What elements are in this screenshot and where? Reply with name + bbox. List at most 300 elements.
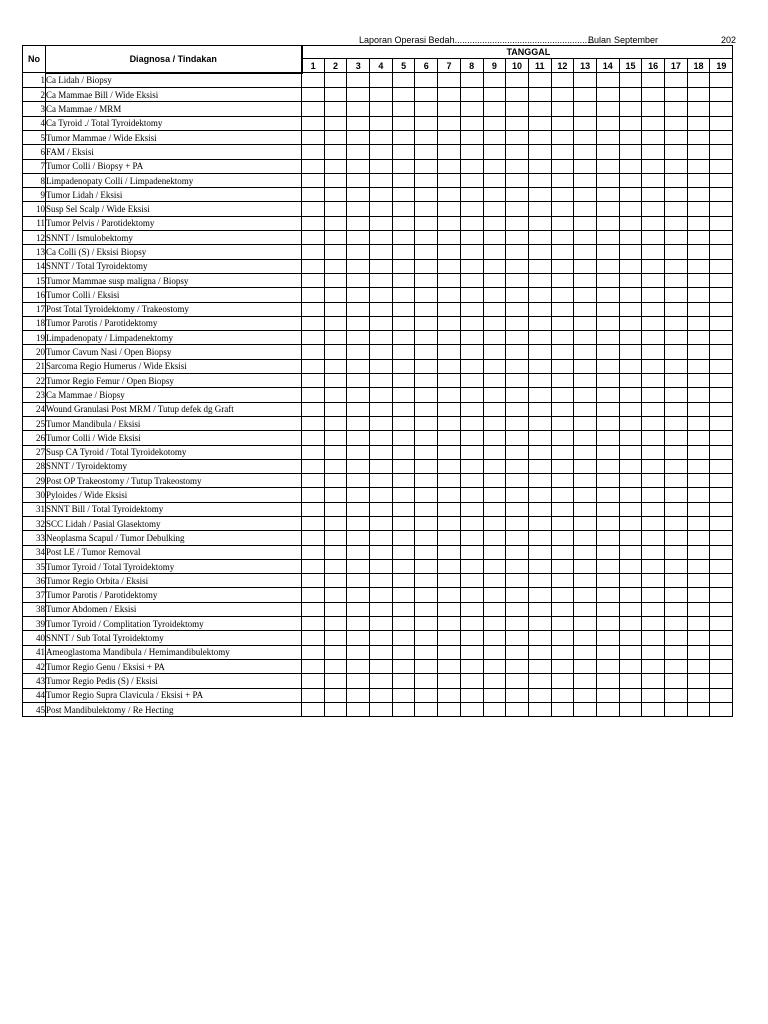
day-cell[interactable] bbox=[438, 73, 461, 88]
day-cell[interactable] bbox=[687, 545, 710, 559]
day-cell[interactable] bbox=[710, 159, 733, 173]
day-cell[interactable] bbox=[324, 188, 347, 202]
day-cell[interactable] bbox=[392, 259, 415, 273]
day-cell[interactable] bbox=[347, 431, 370, 445]
day-cell[interactable] bbox=[596, 116, 619, 130]
day-cell[interactable] bbox=[370, 645, 393, 659]
day-cell[interactable] bbox=[438, 402, 461, 416]
day-cell[interactable] bbox=[642, 302, 665, 316]
day-cell[interactable] bbox=[370, 659, 393, 673]
day-cell[interactable] bbox=[528, 259, 551, 273]
day-cell[interactable] bbox=[415, 130, 438, 144]
day-cell[interactable] bbox=[710, 559, 733, 573]
day-cell[interactable] bbox=[370, 617, 393, 631]
day-cell[interactable] bbox=[347, 102, 370, 116]
day-cell[interactable] bbox=[506, 617, 529, 631]
day-cell[interactable] bbox=[506, 102, 529, 116]
day-cell[interactable] bbox=[415, 245, 438, 259]
day-cell[interactable] bbox=[687, 331, 710, 345]
day-cell[interactable] bbox=[551, 102, 574, 116]
day-cell[interactable] bbox=[596, 674, 619, 688]
day-cell[interactable] bbox=[619, 488, 642, 502]
day-cell[interactable] bbox=[619, 73, 642, 88]
day-cell[interactable] bbox=[302, 145, 325, 159]
day-cell[interactable] bbox=[687, 188, 710, 202]
day-cell[interactable] bbox=[370, 159, 393, 173]
day-cell[interactable] bbox=[665, 130, 688, 144]
day-cell[interactable] bbox=[370, 674, 393, 688]
day-cell[interactable] bbox=[551, 402, 574, 416]
day-cell[interactable] bbox=[370, 531, 393, 545]
day-cell[interactable] bbox=[665, 316, 688, 330]
day-cell[interactable] bbox=[642, 316, 665, 330]
day-cell[interactable] bbox=[438, 502, 461, 516]
day-cell[interactable] bbox=[324, 688, 347, 702]
day-cell[interactable] bbox=[347, 88, 370, 102]
day-cell[interactable] bbox=[687, 474, 710, 488]
day-cell[interactable] bbox=[687, 345, 710, 359]
day-cell[interactable] bbox=[619, 374, 642, 388]
day-cell[interactable] bbox=[665, 374, 688, 388]
day-cell[interactable] bbox=[551, 688, 574, 702]
day-cell[interactable] bbox=[596, 474, 619, 488]
day-cell[interactable] bbox=[574, 273, 597, 287]
day-cell[interactable] bbox=[551, 273, 574, 287]
day-cell[interactable] bbox=[415, 545, 438, 559]
day-cell[interactable] bbox=[460, 116, 483, 130]
day-cell[interactable] bbox=[347, 559, 370, 573]
day-cell[interactable] bbox=[438, 202, 461, 216]
day-cell[interactable] bbox=[438, 517, 461, 531]
day-cell[interactable] bbox=[574, 231, 597, 245]
day-cell[interactable] bbox=[370, 559, 393, 573]
day-cell[interactable] bbox=[665, 445, 688, 459]
day-cell[interactable] bbox=[710, 431, 733, 445]
day-cell[interactable] bbox=[415, 359, 438, 373]
day-cell[interactable] bbox=[506, 602, 529, 616]
day-cell[interactable] bbox=[551, 202, 574, 216]
day-cell[interactable] bbox=[687, 602, 710, 616]
day-cell[interactable] bbox=[438, 431, 461, 445]
day-cell[interactable] bbox=[574, 502, 597, 516]
day-cell[interactable] bbox=[347, 116, 370, 130]
day-cell[interactable] bbox=[596, 216, 619, 230]
day-cell[interactable] bbox=[460, 231, 483, 245]
day-cell[interactable] bbox=[710, 474, 733, 488]
day-cell[interactable] bbox=[324, 488, 347, 502]
day-cell[interactable] bbox=[392, 316, 415, 330]
day-cell[interactable] bbox=[302, 345, 325, 359]
day-cell[interactable] bbox=[438, 359, 461, 373]
day-cell[interactable] bbox=[528, 531, 551, 545]
day-cell[interactable] bbox=[551, 617, 574, 631]
day-cell[interactable] bbox=[483, 645, 506, 659]
day-cell[interactable] bbox=[415, 102, 438, 116]
day-cell[interactable] bbox=[347, 331, 370, 345]
day-cell[interactable] bbox=[665, 688, 688, 702]
day-cell[interactable] bbox=[596, 316, 619, 330]
day-cell[interactable] bbox=[483, 145, 506, 159]
day-cell[interactable] bbox=[347, 545, 370, 559]
day-cell[interactable] bbox=[302, 445, 325, 459]
day-cell[interactable] bbox=[528, 130, 551, 144]
day-cell[interactable] bbox=[687, 273, 710, 287]
day-cell[interactable] bbox=[302, 302, 325, 316]
day-cell[interactable] bbox=[370, 431, 393, 445]
day-cell[interactable] bbox=[302, 617, 325, 631]
day-cell[interactable] bbox=[687, 259, 710, 273]
day-cell[interactable] bbox=[665, 302, 688, 316]
day-cell[interactable] bbox=[506, 545, 529, 559]
day-cell[interactable] bbox=[415, 288, 438, 302]
day-cell[interactable] bbox=[302, 688, 325, 702]
day-cell[interactable] bbox=[506, 388, 529, 402]
day-cell[interactable] bbox=[438, 216, 461, 230]
day-cell[interactable] bbox=[392, 245, 415, 259]
day-cell[interactable] bbox=[619, 474, 642, 488]
day-cell[interactable] bbox=[370, 259, 393, 273]
day-cell[interactable] bbox=[302, 645, 325, 659]
day-cell[interactable] bbox=[551, 545, 574, 559]
day-cell[interactable] bbox=[460, 688, 483, 702]
day-cell[interactable] bbox=[596, 445, 619, 459]
day-cell[interactable] bbox=[415, 331, 438, 345]
day-cell[interactable] bbox=[370, 388, 393, 402]
day-cell[interactable] bbox=[710, 416, 733, 430]
day-cell[interactable] bbox=[710, 645, 733, 659]
day-cell[interactable] bbox=[687, 459, 710, 473]
day-cell[interactable] bbox=[370, 288, 393, 302]
day-cell[interactable] bbox=[574, 474, 597, 488]
day-cell[interactable] bbox=[415, 459, 438, 473]
day-cell[interactable] bbox=[506, 245, 529, 259]
day-cell[interactable] bbox=[460, 202, 483, 216]
day-cell[interactable] bbox=[302, 316, 325, 330]
day-cell[interactable] bbox=[551, 288, 574, 302]
day-cell[interactable] bbox=[687, 531, 710, 545]
day-cell[interactable] bbox=[642, 674, 665, 688]
day-cell[interactable] bbox=[370, 302, 393, 316]
day-cell[interactable] bbox=[551, 88, 574, 102]
day-cell[interactable] bbox=[415, 402, 438, 416]
day-cell[interactable] bbox=[460, 431, 483, 445]
day-cell[interactable] bbox=[460, 345, 483, 359]
day-cell[interactable] bbox=[392, 202, 415, 216]
day-cell[interactable] bbox=[528, 159, 551, 173]
day-cell[interactable] bbox=[415, 445, 438, 459]
day-cell[interactable] bbox=[710, 288, 733, 302]
day-cell[interactable] bbox=[687, 302, 710, 316]
day-cell[interactable] bbox=[460, 374, 483, 388]
day-cell[interactable] bbox=[324, 202, 347, 216]
day-cell[interactable] bbox=[710, 331, 733, 345]
day-cell[interactable] bbox=[347, 517, 370, 531]
day-cell[interactable] bbox=[574, 445, 597, 459]
day-cell[interactable] bbox=[710, 688, 733, 702]
day-cell[interactable] bbox=[642, 173, 665, 187]
day-cell[interactable] bbox=[460, 102, 483, 116]
day-cell[interactable] bbox=[528, 316, 551, 330]
day-cell[interactable] bbox=[574, 574, 597, 588]
day-cell[interactable] bbox=[619, 545, 642, 559]
day-cell[interactable] bbox=[551, 474, 574, 488]
day-cell[interactable] bbox=[506, 130, 529, 144]
day-cell[interactable] bbox=[415, 173, 438, 187]
day-cell[interactable] bbox=[551, 359, 574, 373]
day-cell[interactable] bbox=[642, 388, 665, 402]
day-cell[interactable] bbox=[460, 88, 483, 102]
day-cell[interactable] bbox=[665, 631, 688, 645]
day-cell[interactable] bbox=[392, 374, 415, 388]
day-cell[interactable] bbox=[665, 245, 688, 259]
day-cell[interactable] bbox=[710, 488, 733, 502]
day-cell[interactable] bbox=[710, 145, 733, 159]
day-cell[interactable] bbox=[596, 416, 619, 430]
day-cell[interactable] bbox=[574, 545, 597, 559]
day-cell[interactable] bbox=[596, 102, 619, 116]
day-cell[interactable] bbox=[710, 273, 733, 287]
day-cell[interactable] bbox=[710, 388, 733, 402]
day-cell[interactable] bbox=[665, 416, 688, 430]
day-cell[interactable] bbox=[392, 130, 415, 144]
day-cell[interactable] bbox=[665, 259, 688, 273]
day-cell[interactable] bbox=[619, 459, 642, 473]
day-cell[interactable] bbox=[596, 574, 619, 588]
day-cell[interactable] bbox=[392, 559, 415, 573]
day-cell[interactable] bbox=[392, 273, 415, 287]
day-cell[interactable] bbox=[506, 88, 529, 102]
day-cell[interactable] bbox=[551, 159, 574, 173]
day-cell[interactable] bbox=[415, 588, 438, 602]
day-cell[interactable] bbox=[347, 531, 370, 545]
day-cell[interactable] bbox=[619, 674, 642, 688]
day-cell[interactable] bbox=[347, 688, 370, 702]
day-cell[interactable] bbox=[574, 331, 597, 345]
day-cell[interactable] bbox=[324, 159, 347, 173]
day-cell[interactable] bbox=[710, 302, 733, 316]
day-cell[interactable] bbox=[302, 116, 325, 130]
day-cell[interactable] bbox=[619, 559, 642, 573]
day-cell[interactable] bbox=[551, 459, 574, 473]
day-cell[interactable] bbox=[460, 216, 483, 230]
day-cell[interactable] bbox=[392, 116, 415, 130]
day-cell[interactable] bbox=[619, 445, 642, 459]
day-cell[interactable] bbox=[687, 674, 710, 688]
day-cell[interactable] bbox=[370, 216, 393, 230]
day-cell[interactable] bbox=[710, 88, 733, 102]
day-cell[interactable] bbox=[324, 130, 347, 144]
day-cell[interactable] bbox=[551, 574, 574, 588]
day-cell[interactable] bbox=[438, 659, 461, 673]
day-cell[interactable] bbox=[665, 173, 688, 187]
day-cell[interactable] bbox=[619, 631, 642, 645]
day-cell[interactable] bbox=[302, 73, 325, 88]
day-cell[interactable] bbox=[619, 331, 642, 345]
day-cell[interactable] bbox=[460, 359, 483, 373]
day-cell[interactable] bbox=[665, 474, 688, 488]
day-cell[interactable] bbox=[506, 474, 529, 488]
day-cell[interactable] bbox=[665, 145, 688, 159]
day-cell[interactable] bbox=[460, 645, 483, 659]
day-cell[interactable] bbox=[551, 559, 574, 573]
day-cell[interactable] bbox=[438, 559, 461, 573]
day-cell[interactable] bbox=[619, 231, 642, 245]
day-cell[interactable] bbox=[528, 73, 551, 88]
day-cell[interactable] bbox=[302, 173, 325, 187]
day-cell[interactable] bbox=[710, 517, 733, 531]
day-cell[interactable] bbox=[392, 602, 415, 616]
day-cell[interactable] bbox=[438, 316, 461, 330]
day-cell[interactable] bbox=[483, 659, 506, 673]
day-cell[interactable] bbox=[665, 559, 688, 573]
day-cell[interactable] bbox=[574, 88, 597, 102]
day-cell[interactable] bbox=[324, 474, 347, 488]
day-cell[interactable] bbox=[687, 73, 710, 88]
day-cell[interactable] bbox=[438, 116, 461, 130]
day-cell[interactable] bbox=[483, 73, 506, 88]
day-cell[interactable] bbox=[324, 645, 347, 659]
day-cell[interactable] bbox=[302, 202, 325, 216]
day-cell[interactable] bbox=[483, 431, 506, 445]
day-cell[interactable] bbox=[619, 645, 642, 659]
day-cell[interactable] bbox=[324, 459, 347, 473]
day-cell[interactable] bbox=[392, 545, 415, 559]
day-cell[interactable] bbox=[642, 288, 665, 302]
day-cell[interactable] bbox=[302, 188, 325, 202]
day-cell[interactable] bbox=[665, 531, 688, 545]
day-cell[interactable] bbox=[460, 302, 483, 316]
day-cell[interactable] bbox=[392, 88, 415, 102]
day-cell[interactable] bbox=[665, 617, 688, 631]
day-cell[interactable] bbox=[665, 502, 688, 516]
day-cell[interactable] bbox=[506, 517, 529, 531]
day-cell[interactable] bbox=[415, 202, 438, 216]
day-cell[interactable] bbox=[574, 130, 597, 144]
day-cell[interactable] bbox=[528, 102, 551, 116]
day-cell[interactable] bbox=[574, 531, 597, 545]
day-cell[interactable] bbox=[302, 517, 325, 531]
day-cell[interactable] bbox=[392, 574, 415, 588]
day-cell[interactable] bbox=[370, 574, 393, 588]
day-cell[interactable] bbox=[687, 574, 710, 588]
day-cell[interactable] bbox=[665, 459, 688, 473]
day-cell[interactable] bbox=[687, 173, 710, 187]
day-cell[interactable] bbox=[642, 474, 665, 488]
day-cell[interactable] bbox=[574, 488, 597, 502]
day-cell[interactable] bbox=[392, 416, 415, 430]
day-cell[interactable] bbox=[642, 459, 665, 473]
day-cell[interactable] bbox=[596, 359, 619, 373]
day-cell[interactable] bbox=[347, 316, 370, 330]
day-cell[interactable] bbox=[506, 188, 529, 202]
day-cell[interactable] bbox=[506, 588, 529, 602]
day-cell[interactable] bbox=[596, 659, 619, 673]
day-cell[interactable] bbox=[642, 88, 665, 102]
day-cell[interactable] bbox=[574, 145, 597, 159]
day-cell[interactable] bbox=[619, 288, 642, 302]
day-cell[interactable] bbox=[438, 574, 461, 588]
day-cell[interactable] bbox=[596, 517, 619, 531]
day-cell[interactable] bbox=[687, 288, 710, 302]
day-cell[interactable] bbox=[665, 288, 688, 302]
day-cell[interactable] bbox=[438, 445, 461, 459]
day-cell[interactable] bbox=[642, 359, 665, 373]
day-cell[interactable] bbox=[642, 374, 665, 388]
day-cell[interactable] bbox=[528, 631, 551, 645]
day-cell[interactable] bbox=[302, 474, 325, 488]
day-cell[interactable] bbox=[483, 402, 506, 416]
day-cell[interactable] bbox=[324, 502, 347, 516]
day-cell[interactable] bbox=[302, 702, 325, 716]
day-cell[interactable] bbox=[642, 445, 665, 459]
day-cell[interactable] bbox=[460, 459, 483, 473]
day-cell[interactable] bbox=[324, 245, 347, 259]
day-cell[interactable] bbox=[324, 588, 347, 602]
day-cell[interactable] bbox=[438, 245, 461, 259]
day-cell[interactable] bbox=[302, 88, 325, 102]
day-cell[interactable] bbox=[687, 216, 710, 230]
day-cell[interactable] bbox=[574, 431, 597, 445]
day-cell[interactable] bbox=[687, 631, 710, 645]
day-cell[interactable] bbox=[574, 602, 597, 616]
day-cell[interactable] bbox=[642, 245, 665, 259]
day-cell[interactable] bbox=[642, 130, 665, 144]
day-cell[interactable] bbox=[415, 374, 438, 388]
day-cell[interactable] bbox=[483, 459, 506, 473]
day-cell[interactable] bbox=[370, 331, 393, 345]
day-cell[interactable] bbox=[528, 645, 551, 659]
day-cell[interactable] bbox=[302, 245, 325, 259]
day-cell[interactable] bbox=[370, 202, 393, 216]
day-cell[interactable] bbox=[392, 617, 415, 631]
day-cell[interactable] bbox=[347, 659, 370, 673]
day-cell[interactable] bbox=[710, 574, 733, 588]
day-cell[interactable] bbox=[665, 331, 688, 345]
day-cell[interactable] bbox=[324, 259, 347, 273]
day-cell[interactable] bbox=[642, 702, 665, 716]
day-cell[interactable] bbox=[596, 402, 619, 416]
day-cell[interactable] bbox=[438, 130, 461, 144]
day-cell[interactable] bbox=[392, 73, 415, 88]
day-cell[interactable] bbox=[324, 517, 347, 531]
day-cell[interactable] bbox=[710, 502, 733, 516]
day-cell[interactable] bbox=[483, 388, 506, 402]
day-cell[interactable] bbox=[460, 130, 483, 144]
day-cell[interactable] bbox=[710, 588, 733, 602]
day-cell[interactable] bbox=[710, 259, 733, 273]
day-cell[interactable] bbox=[506, 574, 529, 588]
day-cell[interactable] bbox=[551, 659, 574, 673]
day-cell[interactable] bbox=[642, 517, 665, 531]
day-cell[interactable] bbox=[574, 517, 597, 531]
day-cell[interactable] bbox=[347, 588, 370, 602]
day-cell[interactable] bbox=[438, 288, 461, 302]
day-cell[interactable] bbox=[370, 459, 393, 473]
day-cell[interactable] bbox=[642, 202, 665, 216]
day-cell[interactable] bbox=[551, 231, 574, 245]
day-cell[interactable] bbox=[506, 259, 529, 273]
day-cell[interactable] bbox=[551, 316, 574, 330]
day-cell[interactable] bbox=[528, 588, 551, 602]
day-cell[interactable] bbox=[415, 273, 438, 287]
day-cell[interactable] bbox=[506, 216, 529, 230]
day-cell[interactable] bbox=[619, 273, 642, 287]
day-cell[interactable] bbox=[438, 231, 461, 245]
day-cell[interactable] bbox=[438, 88, 461, 102]
day-cell[interactable] bbox=[619, 188, 642, 202]
day-cell[interactable] bbox=[528, 674, 551, 688]
day-cell[interactable] bbox=[528, 545, 551, 559]
